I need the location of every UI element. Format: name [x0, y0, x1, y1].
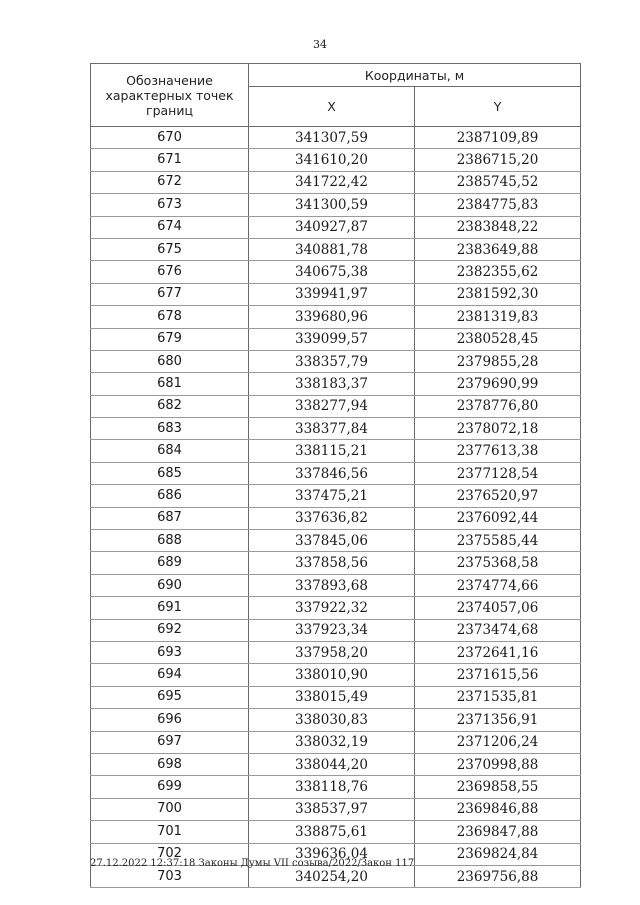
- x-coordinate-cell: 337475,21: [249, 485, 415, 507]
- point-cell: 670: [91, 127, 249, 149]
- footer-stamp: 27.12.2022 12:37:18 Законы Думы VII созыва/2022/Закон 117: [90, 858, 415, 869]
- x-coordinate-cell: 337858,56: [249, 552, 415, 574]
- table-row: [91, 709, 581, 731]
- point-cell: 674: [91, 216, 249, 238]
- y-coordinate-cell: 2377613,38: [415, 440, 581, 462]
- point-cell: 682: [91, 395, 249, 417]
- point-cell: 702: [91, 843, 249, 865]
- x-coordinate-cell: 337845,06: [249, 530, 415, 552]
- y-coordinate-cell: 2369847,88: [415, 821, 581, 843]
- table-row: [91, 261, 581, 283]
- table-row: [91, 574, 581, 596]
- y-coordinate-cell: 2377128,54: [415, 462, 581, 484]
- x-coordinate-cell: 341300,59: [249, 194, 415, 216]
- y-coordinate-cell: 2385745,52: [415, 171, 581, 193]
- x-coordinate-cell: 338044,20: [249, 753, 415, 775]
- page-number: 34: [313, 38, 327, 51]
- table-row: [91, 686, 581, 708]
- x-coordinate-cell: 338030,83: [249, 709, 415, 731]
- x-coordinate-cell: 338015,49: [249, 686, 415, 708]
- point-cell: 695: [91, 686, 249, 708]
- y-coordinate-cell: 2371356,91: [415, 709, 581, 731]
- point-cell: 696: [91, 709, 249, 731]
- table-row: [91, 238, 581, 260]
- table-row: [91, 530, 581, 552]
- x-coordinate-cell: 338357,79: [249, 350, 415, 372]
- point-cell: 673: [91, 194, 249, 216]
- y-coordinate-cell: 2376520,97: [415, 485, 581, 507]
- y-coordinate-cell: 2379855,28: [415, 350, 581, 372]
- x-coordinate-cell: 340927,87: [249, 216, 415, 238]
- table-row: [91, 418, 581, 440]
- x-coordinate-cell: 339099,57: [249, 328, 415, 350]
- y-coordinate-cell: 2378776,80: [415, 395, 581, 417]
- table-row: [91, 373, 581, 395]
- point-designation-header: Обозначение характерных точек границ: [91, 64, 249, 127]
- x-coordinate-cell: 340881,78: [249, 238, 415, 260]
- y-coordinate-cell: 2369858,55: [415, 776, 581, 798]
- y-coordinate-cell: 2371615,56: [415, 664, 581, 686]
- x-coordinate-cell: 337893,68: [249, 574, 415, 596]
- point-cell: 680: [91, 350, 249, 372]
- point-cell: 676: [91, 261, 249, 283]
- coordinates-header: Координаты, м: [249, 64, 581, 87]
- table-row: [91, 731, 581, 753]
- x-coordinate-cell: 339636,04: [249, 843, 415, 865]
- x-coordinate-cell: 337923,34: [249, 619, 415, 641]
- point-cell: 677: [91, 283, 249, 305]
- point-cell: 671: [91, 149, 249, 171]
- x-coordinate-cell: 338537,97: [249, 798, 415, 820]
- point-cell: 689: [91, 552, 249, 574]
- x-coordinate-cell: 337922,32: [249, 597, 415, 619]
- y-coordinate-cell: 2369846,88: [415, 798, 581, 820]
- table-row: [91, 507, 581, 529]
- x-coordinate-cell: 339680,96: [249, 306, 415, 328]
- point-cell: 692: [91, 619, 249, 641]
- table-row: [91, 328, 581, 350]
- point-cell: 701: [91, 821, 249, 843]
- table-row: [91, 216, 581, 238]
- table-body: [91, 127, 581, 888]
- table-row: [91, 350, 581, 372]
- y-coordinate-cell: 2384775,83: [415, 194, 581, 216]
- y-column-header: Y: [415, 87, 581, 127]
- x-coordinate-cell: 341610,20: [249, 149, 415, 171]
- y-coordinate-cell: 2375368,58: [415, 552, 581, 574]
- table-row: [91, 664, 581, 686]
- x-coordinate-cell: 338377,84: [249, 418, 415, 440]
- point-cell: 679: [91, 328, 249, 350]
- x-coordinate-cell: 339941,97: [249, 283, 415, 305]
- y-coordinate-cell: 2381592,30: [415, 283, 581, 305]
- point-cell: 675: [91, 238, 249, 260]
- table-row: [91, 641, 581, 663]
- point-cell: 700: [91, 798, 249, 820]
- table-row: [91, 597, 581, 619]
- x-coordinate-cell: 338183,37: [249, 373, 415, 395]
- y-coordinate-cell: 2379690,99: [415, 373, 581, 395]
- table-row: [91, 395, 581, 417]
- x-coordinate-cell: 338115,21: [249, 440, 415, 462]
- point-cell: 686: [91, 485, 249, 507]
- table-row: [91, 171, 581, 193]
- table-row: [91, 462, 581, 484]
- x-coordinate-cell: 338010,90: [249, 664, 415, 686]
- y-coordinate-cell: 2373474,68: [415, 619, 581, 641]
- table-row: [91, 283, 581, 305]
- point-cell: 687: [91, 507, 249, 529]
- point-cell: 690: [91, 574, 249, 596]
- table-row: [91, 619, 581, 641]
- point-cell: 685: [91, 462, 249, 484]
- x-coordinate-cell: 337636,82: [249, 507, 415, 529]
- table-row: [91, 485, 581, 507]
- x-coordinate-cell: 340254,20: [249, 865, 415, 887]
- x-coordinate-cell: 338277,94: [249, 395, 415, 417]
- table-row: [91, 821, 581, 843]
- y-coordinate-cell: 2371535,81: [415, 686, 581, 708]
- point-cell: 699: [91, 776, 249, 798]
- y-coordinate-cell: 2378072,18: [415, 418, 581, 440]
- coordinates-table: [90, 63, 581, 888]
- y-coordinate-cell: 2383649,88: [415, 238, 581, 260]
- x-coordinate-cell: 337958,20: [249, 641, 415, 663]
- table-row: [91, 306, 581, 328]
- x-coordinate-cell: 338875,61: [249, 821, 415, 843]
- x-coordinate-cell: 338032,19: [249, 731, 415, 753]
- y-coordinate-cell: 2382355,62: [415, 261, 581, 283]
- point-cell: 697: [91, 731, 249, 753]
- y-coordinate-cell: 2375585,44: [415, 530, 581, 552]
- y-coordinate-cell: 2374774,66: [415, 574, 581, 596]
- point-cell: 681: [91, 373, 249, 395]
- y-coordinate-cell: 2370998,88: [415, 753, 581, 775]
- point-cell: 693: [91, 641, 249, 663]
- y-coordinate-cell: 2369824,84: [415, 843, 581, 865]
- y-coordinate-cell: 2376092,44: [415, 507, 581, 529]
- x-coordinate-cell: 337846,56: [249, 462, 415, 484]
- point-cell: 694: [91, 664, 249, 686]
- y-coordinate-cell: 2387109,89: [415, 127, 581, 149]
- table-row: [91, 798, 581, 820]
- table-row: [91, 194, 581, 216]
- point-cell: 683: [91, 418, 249, 440]
- y-coordinate-cell: 2374057,06: [415, 597, 581, 619]
- y-coordinate-cell: 2383848,22: [415, 216, 581, 238]
- point-cell: 703: [91, 865, 249, 887]
- x-coordinate-cell: 338118,76: [249, 776, 415, 798]
- x-coordinate-cell: 341722,42: [249, 171, 415, 193]
- point-cell: 684: [91, 440, 249, 462]
- point-cell: 698: [91, 753, 249, 775]
- y-coordinate-cell: 2371206,24: [415, 731, 581, 753]
- y-coordinate-cell: 2372641,16: [415, 641, 581, 663]
- x-column-header: X: [249, 87, 415, 127]
- table-row: [91, 127, 581, 149]
- point-cell: 691: [91, 597, 249, 619]
- point-cell: 688: [91, 530, 249, 552]
- table-row: [91, 440, 581, 462]
- y-coordinate-cell: 2380528,45: [415, 328, 581, 350]
- table-row: [91, 776, 581, 798]
- y-coordinate-cell: 2386715,20: [415, 149, 581, 171]
- x-coordinate-cell: 340675,38: [249, 261, 415, 283]
- point-cell: 672: [91, 171, 249, 193]
- table-row: [91, 753, 581, 775]
- table-row: [91, 552, 581, 574]
- x-coordinate-cell: 341307,59: [249, 127, 415, 149]
- y-coordinate-cell: 2369756,88: [415, 865, 581, 887]
- point-cell: 678: [91, 306, 249, 328]
- y-coordinate-cell: 2381319,83: [415, 306, 581, 328]
- table-row: [91, 149, 581, 171]
